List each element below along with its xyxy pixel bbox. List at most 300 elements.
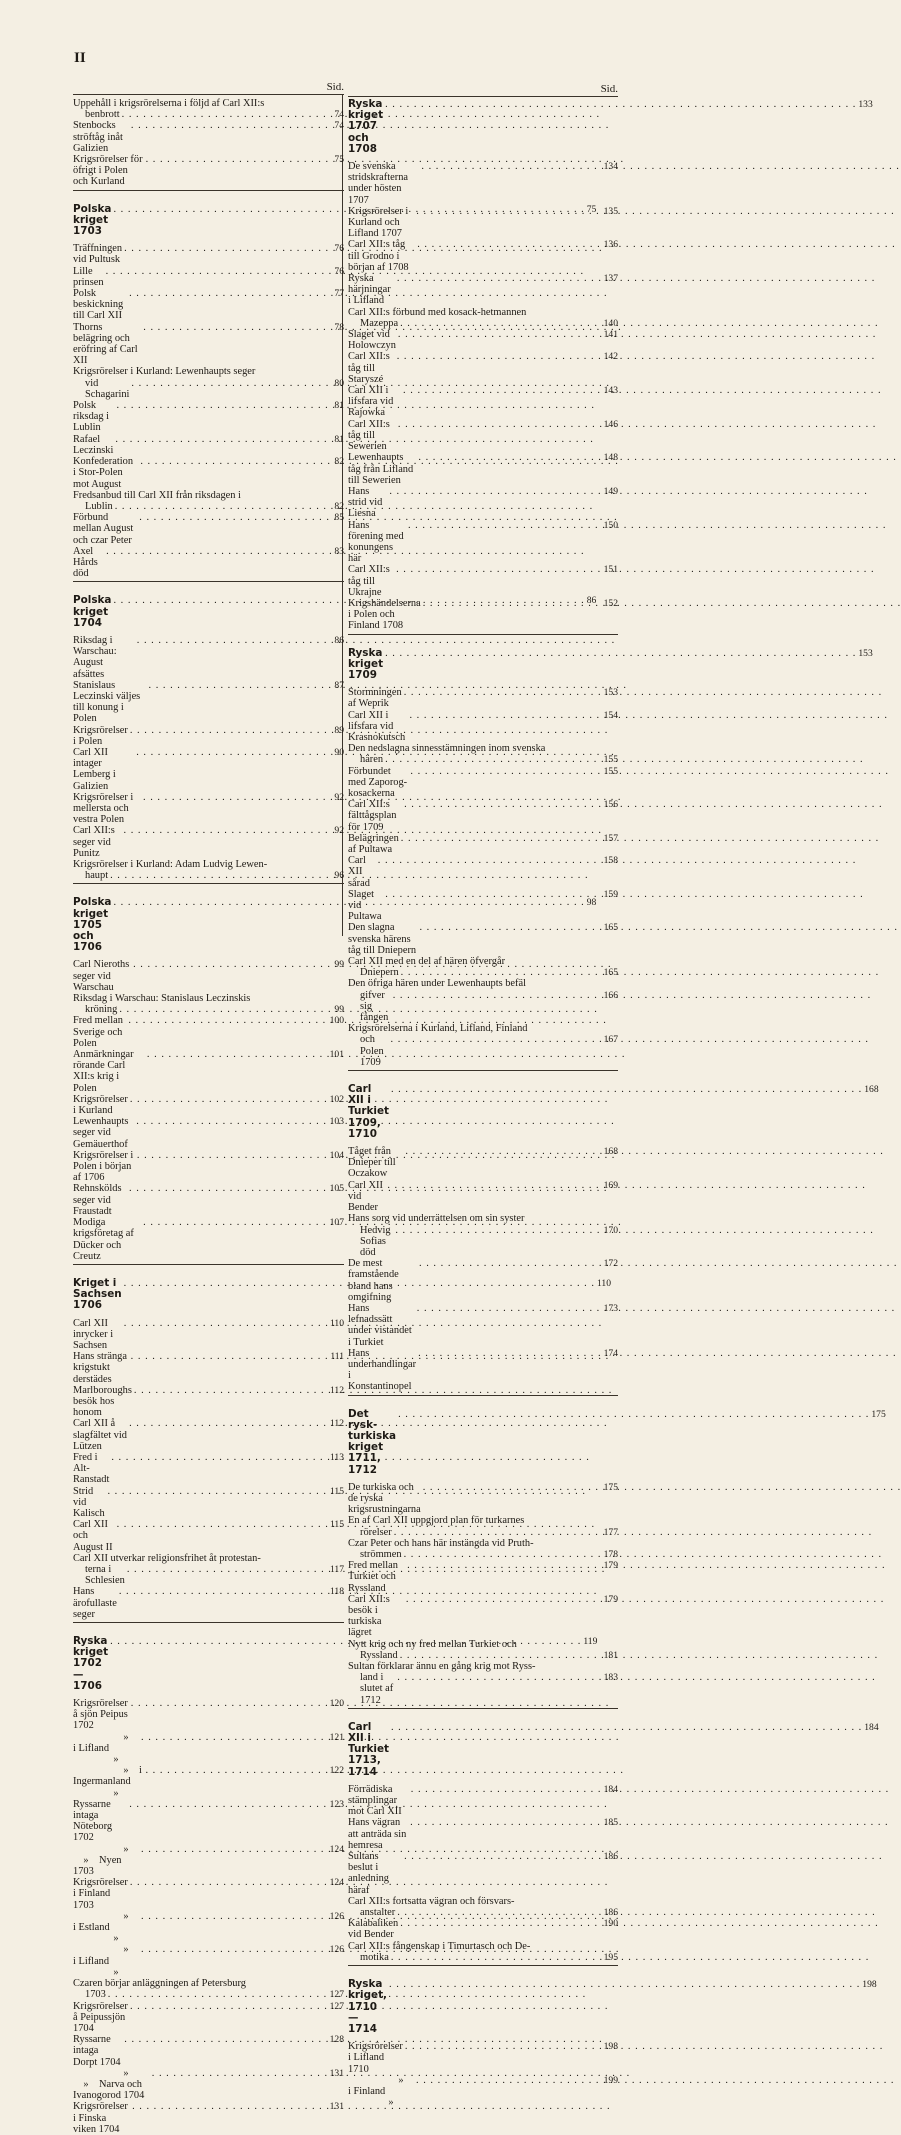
toc-entry[interactable] — [73, 993, 344, 1015]
toc-entry[interactable] — [73, 1217, 344, 1262]
section-heading[interactable] — [348, 98, 873, 155]
page-ref: 124 — [329, 1843, 344, 1855]
entry-title: Stenbocks ströftåg inåt Galizien — [73, 120, 123, 154]
page-ref: 179 — [603, 1593, 618, 1605]
toc-entry[interactable] — [73, 1183, 344, 1217]
entry-first-line — [348, 307, 618, 318]
toc-entry-row — [73, 1564, 344, 1586]
entry-title: Carl XII i lifsfara vid Rajowka — [348, 385, 394, 419]
entry-title: Carl XII:s tåg till Staryszé — [348, 351, 390, 385]
leader-dots — [397, 351, 602, 362]
toc-entry[interactable] — [348, 855, 618, 889]
entry-title: Fredsanbud till Carl XII från riksdagen i — [73, 489, 241, 501]
leader-dots — [400, 1918, 601, 1929]
ditto-mark: » — [123, 1731, 129, 1743]
toc-entry[interactable] — [73, 2034, 344, 2068]
toc-entry[interactable] — [348, 486, 618, 520]
entry-title: Anmärkningar rörande Carl XII:s krig i Polen — [73, 1049, 134, 1094]
leader-dots — [124, 243, 332, 254]
section-rule — [73, 581, 344, 582]
toc-entry-row — [73, 2034, 344, 2068]
leader-dots — [128, 1015, 327, 1026]
leader-dots — [398, 1409, 869, 1420]
entry-title: Krigsrörelser för öfrigt i Polen och Kurland — [73, 154, 143, 188]
toc-entry[interactable] — [348, 1538, 618, 1560]
leader-dots — [417, 239, 601, 250]
leader-dots — [398, 419, 602, 430]
toc-entry-row — [348, 687, 618, 709]
toc-entry-row — [73, 959, 344, 993]
entry-continuation: benbrott — [85, 109, 120, 121]
entry-title: Carl XII å slagfältet vid Lützen — [73, 1418, 127, 1452]
entry-title: Carl XII:s seger vid Punitz — [73, 825, 115, 859]
toc-entry[interactable] — [73, 120, 344, 154]
leader-dots — [117, 1519, 328, 1530]
toc-entry[interactable] — [73, 2101, 344, 2135]
toc-entry[interactable] — [73, 680, 344, 725]
toc-entry[interactable] — [348, 978, 618, 1023]
toc-entry-row — [73, 400, 344, 434]
toc-entry[interactable] — [73, 322, 344, 367]
entry-continuation: Hedvig Sofias död — [360, 1224, 391, 1258]
toc-entry[interactable] — [348, 833, 618, 855]
page-ref: 148 — [603, 452, 618, 464]
toc-entry[interactable] — [348, 766, 618, 800]
toc-entry-row — [73, 501, 344, 512]
toc-entry[interactable] — [73, 1978, 344, 2000]
section-rule — [73, 1622, 344, 1623]
toc-entry[interactable] — [73, 1698, 344, 1732]
entry-continuation: strömmen — [360, 1548, 402, 1560]
leader-dots — [124, 2034, 327, 2045]
toc-entry[interactable] — [73, 859, 344, 881]
leader-dots — [387, 1180, 601, 1191]
page-ref: 150 — [603, 519, 618, 531]
toc-entry-row — [348, 385, 618, 419]
ditto-mark: » — [123, 1843, 129, 1855]
header-rule — [348, 96, 618, 97]
toc-entry[interactable] — [73, 366, 344, 400]
entry-continuation: Dniepern — [360, 967, 399, 979]
page-ref: 86 — [334, 634, 344, 646]
page-ref: 87 — [334, 679, 344, 691]
toc-entry[interactable] — [73, 747, 344, 792]
toc-entry[interactable] — [348, 1258, 618, 1303]
toc-entry-row — [73, 546, 344, 580]
toc-entry-row — [73, 1049, 344, 1094]
toc-entry[interactable] — [348, 1896, 618, 1918]
page-ref: 141 — [603, 329, 618, 341]
leader-dots — [404, 1549, 602, 1560]
entry-continuation: kröning — [85, 1004, 118, 1016]
ditto-marks — [348, 2075, 414, 2086]
toc-entry[interactable] — [348, 351, 618, 385]
toc-entry-row — [73, 792, 344, 826]
entry-title — [73, 1765, 143, 1799]
sid-label: Sid. — [600, 83, 618, 95]
entry-title: Ryska härjningar i Lifland — [348, 273, 391, 307]
toc-entry[interactable] — [73, 1732, 344, 1766]
section-heading[interactable] — [348, 1720, 879, 1778]
toc-entry[interactable] — [348, 1560, 618, 1594]
leader-dots — [137, 635, 332, 646]
leader-dots — [106, 546, 332, 557]
toc-entry-row — [348, 990, 618, 1024]
toc-entry[interactable] — [348, 239, 618, 273]
toc-entry-row — [73, 725, 344, 747]
entry-title: Carl XII:s fortsatta vägran och försvars- — [348, 1895, 515, 1907]
toc-entry[interactable] — [73, 1486, 344, 1520]
entry-title: Hans förening med konungens här — [348, 519, 404, 565]
section-heading[interactable] — [348, 646, 873, 682]
toc-entry[interactable] — [348, 329, 618, 351]
toc-entry-row — [73, 1944, 344, 1978]
page-ref: 134 — [603, 161, 618, 173]
page-ref: 155 — [603, 754, 618, 766]
page-ref: 186 — [603, 1907, 618, 1919]
page-ref: 123 — [329, 1798, 344, 1810]
toc-entry[interactable] — [348, 1146, 618, 1180]
section-title: Ryska kriget, 1710—1714 — [348, 1978, 387, 2035]
leader-dots — [391, 1084, 862, 1095]
page-ref: 127 — [329, 2000, 344, 2012]
page-ref: 101 — [329, 1049, 344, 1061]
toc-entry[interactable] — [73, 1418, 344, 1452]
toc-entry[interactable] — [73, 825, 344, 859]
entry-title: En af Carl XII uppgjord plan för turkarnes — [348, 1515, 525, 1527]
leader-dots — [127, 1564, 328, 1575]
toc-entry-row — [73, 1698, 344, 1732]
ditto-marks — [73, 1765, 139, 1776]
page-ref: 165 — [603, 922, 618, 934]
toc-entry[interactable] — [73, 1318, 344, 1352]
entry-title: Polsk beskickning till Carl XII — [73, 288, 124, 322]
leader-dots — [391, 1034, 602, 1045]
section-heading[interactable] — [348, 1407, 886, 1476]
entry-first-line — [73, 859, 344, 870]
toc-entry[interactable] — [73, 512, 344, 546]
toc-entry[interactable] — [348, 922, 618, 956]
toc-entry[interactable] — [348, 1482, 618, 1516]
toc-entry[interactable] — [73, 1586, 344, 1620]
page-ref: 127 — [329, 1989, 344, 2001]
page-ref: 110 — [329, 1317, 344, 1329]
leader-dots — [396, 564, 602, 575]
toc-entry[interactable] — [73, 2001, 344, 2035]
toc-entry-row — [348, 329, 618, 351]
page-ref: 186 — [603, 1851, 618, 1863]
page-ref: 135 — [603, 205, 618, 217]
entry-continuation: anstalter — [360, 1907, 396, 1919]
toc-entry[interactable] — [73, 1799, 344, 1844]
section-rule — [73, 1264, 344, 1265]
leader-dots — [145, 1765, 327, 1776]
entry-title: Sultans beslut i anledning häraf — [348, 1851, 389, 1896]
toc-entry[interactable] — [73, 1519, 344, 1553]
toc-entry[interactable] — [348, 1784, 618, 1818]
toc-entry[interactable] — [348, 273, 618, 307]
entry-title: Thorns belägring och eröfring af Carl XII — [73, 321, 138, 367]
entry-title: Krigsrörelser i Polen i början af 1706 — [73, 1149, 134, 1184]
toc-entry[interactable] — [348, 2075, 618, 2109]
toc-entry-row — [73, 825, 344, 859]
toc-entry-row — [73, 1116, 344, 1150]
leader-dots — [119, 1004, 332, 1015]
toc-entry[interactable] — [348, 1941, 618, 1963]
entry-title: Nytt krig och ny fred mellan Turkiet och — [348, 1638, 517, 1650]
page-ref: 183 — [603, 1672, 618, 1684]
page-ref: 168 — [603, 1146, 618, 1158]
leader-dots — [110, 870, 332, 881]
toc-entry[interactable] — [73, 1553, 344, 1587]
toc-entry[interactable] — [348, 956, 618, 978]
toc-entry[interactable] — [73, 434, 344, 456]
leader-dots — [405, 2041, 602, 2052]
toc-entry[interactable] — [348, 419, 618, 453]
entry-title: Carl XII inrycker i Sachsen — [73, 1317, 114, 1351]
toc-entry-row — [73, 870, 344, 881]
leader-dots — [397, 1907, 601, 1918]
entry-title: Lewenhaupts seger vid Gemäuerthof — [73, 1116, 129, 1150]
ditto-mark: » — [113, 1933, 119, 1945]
page-ref: 152 — [603, 597, 618, 609]
toc-entry[interactable] — [73, 546, 344, 580]
entry-title: Uppehåll i krigsrörelserna i följd af Carl XII:s — [73, 98, 265, 109]
toc-entry[interactable] — [348, 1180, 618, 1214]
page-ref: 128 — [329, 2034, 344, 2046]
page-ref: 82 — [334, 500, 344, 512]
sid-label: Sid. — [326, 81, 344, 93]
toc-entry[interactable] — [73, 98, 344, 120]
toc-entry-row — [348, 1672, 618, 1706]
toc-entry[interactable] — [73, 1015, 344, 1049]
section-heading[interactable] — [348, 1083, 879, 1140]
toc-entry[interactable] — [73, 1049, 344, 1094]
ditto-mark: » — [123, 1765, 129, 1777]
entry-first-line — [348, 978, 618, 989]
toc-entry[interactable] — [73, 2068, 344, 2102]
page-ref: 178 — [603, 1548, 618, 1560]
section-heading[interactable] — [348, 1978, 877, 2035]
leader-dots — [416, 203, 601, 217]
toc-entry-row — [73, 1217, 344, 1262]
toc-entry[interactable] — [73, 1094, 344, 1116]
entry-title: Krigsrörelserna i Kurland, Lifland, Finland — [348, 1023, 528, 1035]
toc-entry[interactable] — [348, 1817, 618, 1851]
page-ref: 198 — [603, 2041, 618, 2053]
toc-entry-row — [73, 120, 344, 154]
toc-entry[interactable] — [348, 1661, 618, 1706]
page-ref: 86 — [586, 595, 597, 607]
toc-entry-row — [348, 1952, 618, 1963]
toc-entry[interactable] — [73, 1844, 344, 1878]
entry-first-line — [348, 1639, 618, 1650]
toc-entry[interactable] — [348, 307, 618, 329]
toc-entry-row — [348, 351, 618, 385]
toc-entry[interactable] — [348, 1348, 618, 1393]
toc-entry[interactable] — [73, 1351, 344, 1385]
page-ref: 92 — [334, 825, 344, 837]
toc-entry[interactable] — [73, 288, 344, 322]
toc-entry[interactable] — [348, 799, 618, 833]
toc-entry-row — [73, 288, 344, 322]
toc-entry-row — [73, 1452, 344, 1486]
toc-entry[interactable] — [348, 564, 618, 598]
toc-entry[interactable] — [348, 710, 618, 744]
leader-dots — [417, 1303, 602, 1314]
toc-entry-row — [73, 1486, 344, 1520]
toc-entry[interactable] — [73, 1944, 344, 1978]
entry-title: Strid vid Kalisch — [73, 1485, 105, 1519]
toc-entry[interactable] — [348, 687, 618, 709]
page-ref: 131 — [329, 2067, 344, 2079]
toc-entry[interactable] — [73, 1911, 344, 1945]
toc-entry[interactable] — [73, 1452, 344, 1486]
entry-title: Ryssarne intaga Dorpt 1704 — [73, 2034, 121, 2068]
entry-title: De svenska stridskrafterna under hösten 1707 — [348, 161, 409, 206]
entry-title: Krigshändelserna i Polen och Finland 1708 — [348, 597, 421, 632]
section-title: Carl XII i Turkiet 1709, 1710 — [348, 1083, 389, 1140]
leader-dots — [393, 990, 602, 1001]
toc-entry[interactable] — [348, 520, 618, 565]
leader-dots — [394, 1527, 602, 1538]
toc-entry[interactable] — [348, 1918, 618, 1940]
toc-entry[interactable] — [348, 1213, 618, 1258]
page-ref: 156 — [603, 799, 618, 811]
page-ref: 167 — [603, 1034, 618, 1046]
page-ref: 181 — [603, 1649, 618, 1661]
toc-entry-row — [348, 754, 618, 765]
leader-dots — [398, 329, 602, 340]
toc-entry-row — [73, 635, 344, 680]
entry-title: Den nedslagna sinnesstämningen inom svenska — [348, 743, 546, 755]
page-ref: 80 — [334, 377, 344, 389]
toc-entry[interactable] — [73, 1877, 344, 1911]
ditto-mark: » — [113, 1787, 119, 1799]
toc-entry[interactable] — [73, 154, 344, 188]
page-ref: 103 — [329, 1116, 344, 1128]
entry-title: Riksdag i Warschau: August afsättes — [73, 634, 117, 680]
toc-entry[interactable] — [348, 743, 618, 765]
entry-title: Fred mellan Turkiet och Ryssland — [348, 1560, 398, 1594]
toc-entry-row — [73, 2001, 344, 2035]
toc-entry-row — [73, 680, 344, 725]
toc-entry[interactable] — [73, 1116, 344, 1150]
toc-entry[interactable] — [348, 1594, 618, 1639]
toc-entry[interactable] — [348, 385, 618, 419]
toc-entry[interactable] — [73, 635, 344, 680]
toc-entry[interactable] — [348, 1639, 618, 1661]
page-ref: 98 — [586, 897, 597, 909]
toc-entry[interactable] — [73, 1765, 344, 1799]
entry-continuation: land i slutet af 1712 — [360, 1672, 394, 1706]
leader-dots — [385, 648, 856, 659]
toc-entry-row — [73, 456, 344, 490]
leader-dots — [419, 922, 601, 933]
toc-entry[interactable] — [73, 266, 344, 288]
leader-dots — [129, 288, 332, 299]
ditto-mark: » — [123, 2067, 129, 2079]
page-ref: 185 — [603, 1817, 618, 1829]
toc-entry[interactable] — [73, 792, 344, 826]
toc-entry-row — [73, 1844, 344, 1878]
page-ref: 77 — [334, 288, 344, 300]
entry-continuation: hären — [360, 754, 384, 766]
toc-entry[interactable] — [348, 1023, 618, 1068]
leader-dots — [389, 1979, 860, 1990]
toc-entry-row — [73, 266, 344, 288]
toc-entry[interactable] — [73, 490, 344, 512]
leader-dots — [146, 154, 332, 165]
section-title: Polska kriget 1703 — [73, 202, 112, 238]
toc-entry[interactable] — [348, 1303, 618, 1348]
toc-entry-row — [348, 419, 618, 453]
entry-title: Carl XII:s besök i turkiska lägret — [348, 1593, 390, 1639]
leader-dots — [385, 754, 602, 765]
toc-entry-row — [348, 1549, 618, 1560]
toc-entry-row — [348, 855, 618, 889]
toc-entry[interactable] — [348, 889, 618, 923]
leader-dots — [131, 378, 332, 389]
page-ref: 122 — [329, 1765, 344, 1777]
toc-entry[interactable] — [73, 456, 344, 490]
entry-title: Carl XII sårad — [348, 855, 370, 889]
ditto-marks — [73, 1911, 139, 1922]
toc-entry[interactable] — [73, 725, 344, 747]
leader-dots — [410, 1817, 601, 1828]
page-ref: 96 — [334, 870, 344, 882]
toc-entry[interactable] — [73, 1385, 344, 1419]
toc-entry[interactable] — [348, 1851, 618, 1896]
toc-entry[interactable] — [348, 161, 618, 206]
toc-entry[interactable] — [348, 2041, 618, 2075]
toc-entry-row — [348, 1258, 618, 1303]
entry-title: Konfederation i Stor-Polen mot August — [73, 456, 134, 490]
page-ref: 142 — [603, 351, 618, 363]
toc-entry-row — [348, 239, 618, 273]
entry-first-line — [348, 1538, 618, 1549]
entry-first-line — [348, 1213, 618, 1224]
entry-title: Marlboroughs besök hos honom — [73, 1384, 132, 1419]
leader-dots — [418, 1348, 602, 1359]
toc-entry[interactable] — [348, 452, 618, 486]
page-ref: 159 — [603, 888, 618, 900]
toc-entry[interactable] — [73, 400, 344, 434]
section-title: Det rysk-turkiska kriget 1711, 1712 — [348, 1407, 397, 1476]
section-rule — [73, 190, 344, 191]
entry-title-text: Nyen 1703 — [73, 1854, 122, 1878]
page-ref: 112 — [329, 1384, 344, 1396]
toc-entry[interactable] — [73, 1150, 344, 1184]
ditto-marks — [73, 1944, 139, 1955]
entry-title: Czar Peter och hans här instängda vid Pruth- — [348, 1537, 534, 1549]
toc-entry[interactable] — [348, 203, 618, 240]
leader-dots — [141, 1911, 328, 1922]
toc-entry-row — [348, 833, 618, 855]
toc-entry[interactable] — [348, 598, 618, 632]
toc-entry[interactable] — [73, 959, 344, 993]
page-ref: 99 — [334, 1004, 344, 1016]
toc-entry[interactable] — [348, 1515, 618, 1537]
page-ref: 111 — [330, 1351, 344, 1363]
entry-continuation: vid Schagarini — [85, 377, 130, 400]
ditto-marks — [73, 1732, 139, 1743]
page-ref: 199 — [603, 2074, 618, 2086]
leader-dots — [143, 792, 332, 803]
entry-title: Carl XII utverkar religionsfrihet åt protestan- — [73, 1552, 261, 1564]
toc-entry[interactable] — [73, 243, 344, 265]
page-ref: 137 — [603, 273, 618, 285]
